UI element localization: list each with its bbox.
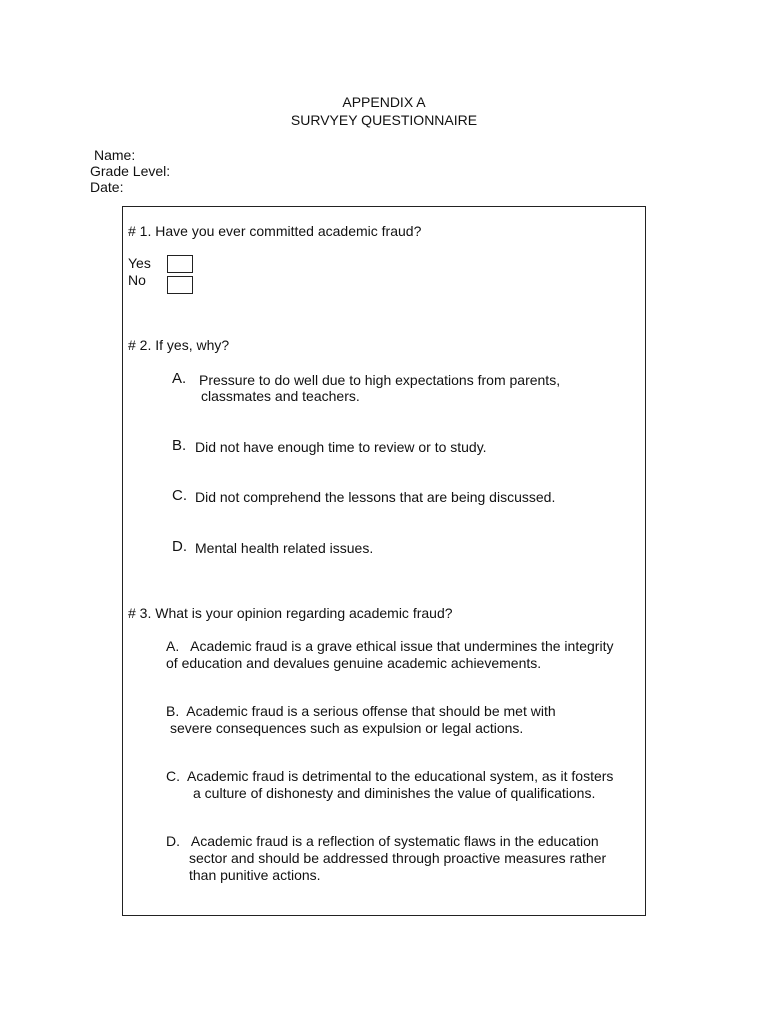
- q3-option-b-text: B. Academic fraud is a serious offense that should be met with: [166, 703, 556, 719]
- name-field-label: Name:: [94, 147, 136, 163]
- question-1: # 1. Have you ever committed academic fraud?: [128, 223, 422, 239]
- option-yes-label: Yes: [128, 255, 151, 271]
- q3-option-c-text-line2: a culture of dishonesty and diminishes the value of qualifications.: [193, 785, 596, 801]
- q3-option-c-text: C. Academic fraud is detrimental to the educational system, as it fosters: [166, 768, 614, 784]
- q3-option-d-text-line3: than punitive actions.: [189, 867, 321, 883]
- q2-option-b-letter: B.: [172, 437, 187, 454]
- q2-option-d-text: Mental health related issues.: [195, 540, 374, 556]
- q2-option-d-letter: D.: [172, 538, 187, 555]
- q2-option-a-text-line2: classmates and teachers.: [201, 388, 360, 404]
- q2-option-c-letter: C.: [172, 487, 187, 504]
- option-no-label: No: [128, 272, 146, 288]
- q2-option-a-text: Pressure to do well due to high expectations from parents,: [199, 372, 561, 388]
- q2-option-c-text: Did not comprehend the lessons that are being discussed.: [195, 489, 556, 505]
- q3-option-b-text-line2: severe consequences such as expulsion or legal actions.: [170, 720, 524, 736]
- question-2: # 2. If yes, why?: [128, 337, 230, 353]
- yes-checkbox[interactable]: [167, 255, 193, 273]
- appendix-heading: APPENDIX A: [342, 94, 426, 110]
- q2-option-b-text: Did not have enough time to review or to study.: [195, 439, 487, 455]
- q3-option-d-text: D. Academic fraud is a reflection of systematic flaws in the education: [166, 833, 599, 849]
- date-field-label: Date:: [90, 179, 124, 195]
- q3-option-a-text: A. Academic fraud is a grave ethical issue that undermines the integrity: [166, 638, 614, 654]
- page-title: SURVYEY QUESTIONNAIRE: [290, 112, 478, 128]
- no-checkbox[interactable]: [167, 276, 193, 294]
- question-3: # 3. What is your opinion regarding academic fraud?: [128, 605, 453, 621]
- q2-option-a-letter: A.: [172, 370, 187, 387]
- questionnaire-box: [122, 206, 646, 916]
- q3-option-a-text-line2: of education and devalues genuine academic achievements.: [166, 655, 542, 671]
- q3-option-d-text-line2: sector and should be addressed through proactive measures rather: [189, 850, 607, 866]
- grade-level-field-label: Grade Level:: [90, 163, 171, 179]
